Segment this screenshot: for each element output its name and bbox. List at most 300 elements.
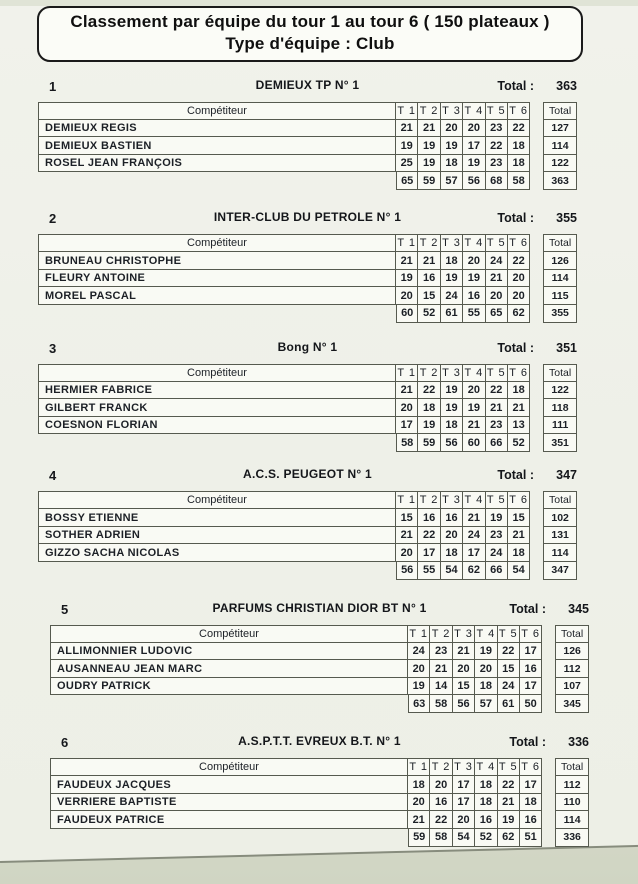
competitor-name-cell: MOREL PASCAL <box>38 287 396 305</box>
column-total-cell: 66 <box>486 562 508 580</box>
competitor-name-cell: FLEURY ANTOINE <box>38 270 396 288</box>
column-total-cell: 59 <box>408 829 430 847</box>
team-total-label: Total : <box>497 211 534 226</box>
competitor-name-cell: OUDRY PATRICK <box>50 678 408 696</box>
score-cell: 23 <box>430 643 452 661</box>
column-gap <box>542 678 555 696</box>
totals-row-spacer <box>50 829 408 847</box>
row-total-cell: 115 <box>543 287 577 305</box>
column-total-cell: 59 <box>418 172 440 190</box>
score-cell: 15 <box>498 660 520 678</box>
score-cell: 16 <box>520 811 542 829</box>
round-header-cell: T 2 <box>418 491 440 509</box>
team-total-label: Total : <box>497 78 534 93</box>
totals-row-spacer <box>38 305 396 323</box>
score-table <box>50 625 589 714</box>
column-total-cell: 55 <box>463 305 485 323</box>
score-cell: 20 <box>453 811 475 829</box>
column-gap <box>542 660 555 678</box>
score-cell: 18 <box>508 382 530 400</box>
score-cell: 16 <box>418 509 440 527</box>
column-gap <box>530 399 543 417</box>
column-total-cell: 65 <box>396 172 418 190</box>
score-table <box>50 758 589 847</box>
score-cell: 24 <box>498 678 520 696</box>
column-gap <box>542 758 555 776</box>
score-cell: 18 <box>441 544 463 562</box>
score-cell: 18 <box>475 794 497 812</box>
round-header-cell: T 6 <box>508 491 530 509</box>
column-total-cell: 65 <box>486 305 508 323</box>
column-total-cell: 58 <box>430 695 452 713</box>
score-cell: 24 <box>408 643 430 661</box>
team-sections <box>0 78 638 847</box>
team-rank: 5 <box>61 601 69 617</box>
score-cell: 16 <box>430 794 452 812</box>
column-total-cell: 58 <box>430 829 452 847</box>
score-cell: 18 <box>441 417 463 435</box>
score-cell: 20 <box>463 252 485 270</box>
round-header-cell: T 4 <box>475 758 497 776</box>
round-header-cell: T 3 <box>453 758 475 776</box>
round-header-cell: T 5 <box>486 491 508 509</box>
competitor-header-cell: Compétiteur <box>38 491 396 509</box>
team-total-value: 347 <box>556 468 577 483</box>
team-total <box>497 79 577 93</box>
score-cell: 16 <box>418 270 440 288</box>
competitor-header-cell: Compétiteur <box>50 625 408 643</box>
competitor-header-cell: Compétiteur <box>38 102 396 120</box>
score-cell: 20 <box>441 120 463 138</box>
score-cell: 25 <box>396 155 418 173</box>
column-total-cell: 57 <box>475 695 497 713</box>
column-gap <box>530 102 543 120</box>
row-total-cell: 112 <box>555 776 589 794</box>
column-gap <box>530 417 543 435</box>
column-gap <box>530 527 543 545</box>
column-gap <box>530 434 543 452</box>
column-total-cell: 66 <box>486 434 508 452</box>
score-cell: 21 <box>408 811 430 829</box>
score-cell: 20 <box>396 287 418 305</box>
score-cell: 19 <box>463 155 485 173</box>
score-cell: 19 <box>441 137 463 155</box>
total-header-cell: Total <box>555 758 589 776</box>
round-header-cell: T 2 <box>430 625 452 643</box>
round-header-cell: T 5 <box>498 625 520 643</box>
team-name: A.C.S. PEUGEOT N° 1 <box>243 467 372 482</box>
column-total-cell: 62 <box>498 829 520 847</box>
competitor-header-cell: Compétiteur <box>50 758 408 776</box>
round-header-cell: T 2 <box>418 102 440 120</box>
team-total <box>497 211 577 225</box>
column-total-cell: 52 <box>418 305 440 323</box>
grand-total-cell: 345 <box>555 695 589 713</box>
column-total-cell: 50 <box>520 695 542 713</box>
column-total-cell: 56 <box>396 562 418 580</box>
score-cell: 22 <box>508 252 530 270</box>
competitor-name-cell: ROSEL JEAN FRANÇOIS <box>38 155 396 173</box>
round-header-cell: T 5 <box>486 102 508 120</box>
score-cell: 18 <box>418 399 440 417</box>
team-total <box>509 602 589 616</box>
score-cell: 21 <box>463 509 485 527</box>
round-header-cell: T 1 <box>396 491 418 509</box>
score-cell: 16 <box>475 811 497 829</box>
row-total-cell: 118 <box>543 399 577 417</box>
score-cell: 17 <box>463 137 485 155</box>
score-cell: 20 <box>508 270 530 288</box>
column-gap <box>530 491 543 509</box>
column-gap <box>542 829 555 847</box>
competitor-name-cell: GIZZO SACHA NICOLAS <box>38 544 396 562</box>
team-heading <box>38 467 577 484</box>
score-cell: 22 <box>486 137 508 155</box>
team-total-label: Total : <box>509 601 546 616</box>
score-cell: 22 <box>418 382 440 400</box>
grand-total-cell: 355 <box>543 305 577 323</box>
total-header-cell: Total <box>543 102 577 120</box>
round-header-cell: T 2 <box>430 758 452 776</box>
column-total-cell: 57 <box>441 172 463 190</box>
score-cell: 19 <box>408 678 430 696</box>
score-cell: 21 <box>498 794 520 812</box>
row-total-cell: 111 <box>543 417 577 435</box>
document-title-line1: Classement par équipe du tour 1 au tour 6 ( 150 plateaux ) <box>70 12 550 31</box>
totals-row-spacer <box>38 434 396 452</box>
score-cell: 22 <box>498 643 520 661</box>
score-cell: 17 <box>418 544 440 562</box>
document-title-line2: Type d'équipe : Club <box>225 34 395 54</box>
column-gap <box>530 252 543 270</box>
team-total-value: 336 <box>568 735 589 750</box>
score-cell: 19 <box>486 509 508 527</box>
score-cell: 20 <box>430 776 452 794</box>
total-header-cell: Total <box>543 491 577 509</box>
column-gap <box>530 509 543 527</box>
competitor-name-cell: DEMIEUX REGIS <box>38 120 396 138</box>
score-cell: 19 <box>441 382 463 400</box>
score-table <box>38 491 577 580</box>
score-cell: 16 <box>463 287 485 305</box>
team-section <box>50 734 589 847</box>
round-header-cell: T 4 <box>463 234 485 252</box>
column-total-cell: 56 <box>453 695 475 713</box>
title-box <box>37 6 583 62</box>
column-total-cell: 61 <box>441 305 463 323</box>
score-cell: 20 <box>508 287 530 305</box>
round-header-cell: T 3 <box>453 625 475 643</box>
score-cell: 18 <box>508 155 530 173</box>
column-gap <box>542 695 555 713</box>
competitor-name-cell: FAUDEUX PATRICE <box>50 811 408 829</box>
round-header-cell: T 2 <box>418 234 440 252</box>
team-total-label: Total : <box>497 468 534 483</box>
round-header-cell: T 5 <box>486 364 508 382</box>
column-total-cell: 52 <box>475 829 497 847</box>
column-total-cell: 54 <box>453 829 475 847</box>
score-cell: 21 <box>396 120 418 138</box>
score-cell: 18 <box>441 252 463 270</box>
team-section <box>38 210 577 323</box>
totals-row-spacer <box>38 562 396 580</box>
score-cell: 21 <box>486 399 508 417</box>
score-cell: 21 <box>486 270 508 288</box>
column-gap <box>530 137 543 155</box>
grand-total-cell: 363 <box>543 172 577 190</box>
score-cell: 17 <box>520 776 542 794</box>
column-gap <box>530 382 543 400</box>
score-cell: 18 <box>408 776 430 794</box>
score-cell: 20 <box>408 794 430 812</box>
column-total-cell: 58 <box>508 172 530 190</box>
score-cell: 23 <box>486 417 508 435</box>
score-cell: 20 <box>463 382 485 400</box>
score-cell: 19 <box>441 399 463 417</box>
score-cell: 23 <box>486 527 508 545</box>
team-section <box>38 467 577 580</box>
competitor-name-cell: VERRIERE BAPTISTE <box>50 794 408 812</box>
score-cell: 20 <box>396 399 418 417</box>
total-header-cell: Total <box>543 364 577 382</box>
column-gap <box>530 234 543 252</box>
column-total-cell: 56 <box>463 172 485 190</box>
score-cell: 19 <box>475 643 497 661</box>
round-header-cell: T 4 <box>463 102 485 120</box>
competitor-name-cell: BRUNEAU CHRISTOPHE <box>38 252 396 270</box>
competitor-name-cell: GILBERT FRANCK <box>38 399 396 417</box>
score-cell: 21 <box>453 643 475 661</box>
column-total-cell: 68 <box>486 172 508 190</box>
score-cell: 19 <box>396 137 418 155</box>
competitor-name-cell: BOSSY ETIENNE <box>38 509 396 527</box>
score-cell: 19 <box>418 155 440 173</box>
round-header-cell: T 6 <box>508 102 530 120</box>
score-cell: 21 <box>396 382 418 400</box>
column-total-cell: 56 <box>441 434 463 452</box>
column-total-cell: 54 <box>441 562 463 580</box>
score-cell: 18 <box>508 137 530 155</box>
round-header-cell: T 1 <box>408 758 430 776</box>
score-table <box>38 364 577 453</box>
score-cell: 24 <box>441 287 463 305</box>
round-header-cell: T 4 <box>463 364 485 382</box>
team-name: A.S.P.T.T. EVREUX B.T. N° 1 <box>238 734 401 749</box>
competitor-name-cell: HERMIER FABRICE <box>38 382 396 400</box>
column-total-cell: 63 <box>408 695 430 713</box>
column-gap <box>530 544 543 562</box>
row-total-cell: 114 <box>543 544 577 562</box>
score-cell: 20 <box>475 660 497 678</box>
competitor-name-cell: DEMIEUX BASTIEN <box>38 137 396 155</box>
score-cell: 14 <box>430 678 452 696</box>
score-cell: 20 <box>396 544 418 562</box>
score-cell: 18 <box>508 544 530 562</box>
competitor-name-cell: SOTHER ADRIEN <box>38 527 396 545</box>
column-total-cell: 51 <box>520 829 542 847</box>
score-cell: 22 <box>430 811 452 829</box>
score-cell: 15 <box>508 509 530 527</box>
round-header-cell: T 3 <box>441 102 463 120</box>
round-header-cell: T 6 <box>520 758 542 776</box>
score-cell: 17 <box>396 417 418 435</box>
team-section <box>38 340 577 453</box>
score-table <box>38 234 577 323</box>
round-header-cell: T 3 <box>441 234 463 252</box>
round-header-cell: T 4 <box>475 625 497 643</box>
column-total-cell: 52 <box>508 434 530 452</box>
column-gap <box>530 120 543 138</box>
team-rank: 1 <box>49 78 57 94</box>
score-cell: 17 <box>520 678 542 696</box>
team-heading <box>50 734 589 751</box>
total-header-cell: Total <box>555 625 589 643</box>
column-total-cell: 59 <box>418 434 440 452</box>
score-cell: 23 <box>486 120 508 138</box>
team-name: INTER-CLUB DU PETROLE N° 1 <box>213 210 402 225</box>
score-cell: 21 <box>508 527 530 545</box>
row-total-cell: 131 <box>543 527 577 545</box>
score-cell: 17 <box>453 776 475 794</box>
round-header-cell: T 4 <box>463 491 485 509</box>
team-rank: 4 <box>49 468 57 484</box>
grand-total-cell: 336 <box>555 829 589 847</box>
team-total-value: 351 <box>556 340 577 355</box>
score-cell: 21 <box>396 527 418 545</box>
competitor-name-cell: AUSANNEAU JEAN MARC <box>50 660 408 678</box>
score-cell: 23 <box>486 155 508 173</box>
round-header-cell: T 1 <box>396 102 418 120</box>
score-cell: 15 <box>453 678 475 696</box>
score-cell: 16 <box>520 660 542 678</box>
column-gap <box>530 270 543 288</box>
totals-row-spacer <box>38 172 396 190</box>
team-heading <box>50 601 589 618</box>
team-name: DEMIEUX TP N° 1 <box>255 77 360 92</box>
column-total-cell: 54 <box>508 562 530 580</box>
row-total-cell: 114 <box>543 137 577 155</box>
column-total-cell: 58 <box>396 434 418 452</box>
score-cell: 24 <box>463 527 485 545</box>
document-content <box>0 6 638 847</box>
score-cell: 17 <box>520 643 542 661</box>
team-section <box>50 601 589 714</box>
column-gap <box>542 811 555 829</box>
team-rank: 2 <box>49 211 57 227</box>
score-cell: 21 <box>396 252 418 270</box>
score-cell: 15 <box>418 287 440 305</box>
column-gap <box>530 172 543 190</box>
row-total-cell: 107 <box>555 678 589 696</box>
competitor-name-cell: COESNON FLORIAN <box>38 417 396 435</box>
team-total-label: Total : <box>497 340 534 355</box>
column-gap <box>530 155 543 173</box>
totals-row-spacer <box>50 695 408 713</box>
row-total-cell: 110 <box>555 794 589 812</box>
team-total-value: 363 <box>556 78 577 93</box>
row-total-cell: 126 <box>543 252 577 270</box>
score-cell: 19 <box>418 137 440 155</box>
column-gap <box>530 305 543 323</box>
score-cell: 17 <box>463 544 485 562</box>
column-total-cell: 60 <box>463 434 485 452</box>
team-total <box>497 341 577 355</box>
round-header-cell: T 1 <box>408 625 430 643</box>
score-cell: 15 <box>396 509 418 527</box>
team-rank: 6 <box>61 735 69 751</box>
score-cell: 20 <box>453 660 475 678</box>
score-cell: 16 <box>441 509 463 527</box>
column-total-cell: 55 <box>418 562 440 580</box>
score-cell: 20 <box>486 287 508 305</box>
scanned-document-page <box>0 6 638 884</box>
score-cell: 17 <box>453 794 475 812</box>
total-header-cell: Total <box>543 234 577 252</box>
round-header-cell: T 5 <box>486 234 508 252</box>
row-total-cell: 112 <box>555 660 589 678</box>
column-gap <box>542 776 555 794</box>
round-header-cell: T 1 <box>396 234 418 252</box>
row-total-cell: 114 <box>543 270 577 288</box>
team-heading <box>38 340 577 357</box>
row-total-cell: 126 <box>555 643 589 661</box>
grand-total-cell: 351 <box>543 434 577 452</box>
round-header-cell: T 1 <box>396 364 418 382</box>
score-cell: 19 <box>441 270 463 288</box>
team-total <box>509 735 589 749</box>
score-cell: 21 <box>430 660 452 678</box>
competitor-header-cell: Compétiteur <box>38 234 396 252</box>
score-cell: 18 <box>441 155 463 173</box>
row-total-cell: 127 <box>543 120 577 138</box>
column-gap <box>542 625 555 643</box>
team-name: Bong N° 1 <box>277 339 338 354</box>
team-name: PARFUMS CHRISTIAN DIOR BT N° 1 <box>212 600 427 615</box>
team-heading <box>38 210 577 227</box>
round-header-cell: T 3 <box>441 491 463 509</box>
round-header-cell: T 3 <box>441 364 463 382</box>
row-total-cell: 122 <box>543 155 577 173</box>
score-cell: 20 <box>463 120 485 138</box>
column-total-cell: 61 <box>498 695 520 713</box>
round-header-cell: T 5 <box>498 758 520 776</box>
score-cell: 20 <box>441 527 463 545</box>
round-header-cell: T 2 <box>418 364 440 382</box>
column-gap <box>530 364 543 382</box>
score-cell: 19 <box>418 417 440 435</box>
row-total-cell: 102 <box>543 509 577 527</box>
score-cell: 24 <box>486 544 508 562</box>
team-total-label: Total : <box>509 735 546 750</box>
team-total <box>497 468 577 482</box>
score-cell: 18 <box>475 776 497 794</box>
score-cell: 18 <box>520 794 542 812</box>
score-cell: 21 <box>418 120 440 138</box>
score-cell: 19 <box>463 399 485 417</box>
score-cell: 20 <box>408 660 430 678</box>
score-cell: 22 <box>418 527 440 545</box>
score-cell: 21 <box>418 252 440 270</box>
round-header-cell: T 6 <box>508 364 530 382</box>
row-total-cell: 114 <box>555 811 589 829</box>
score-table <box>38 102 577 191</box>
score-cell: 21 <box>463 417 485 435</box>
score-cell: 19 <box>396 270 418 288</box>
score-cell: 21 <box>508 399 530 417</box>
competitor-header-cell: Compétiteur <box>38 364 396 382</box>
competitor-name-cell: FAUDEUX JACQUES <box>50 776 408 794</box>
score-cell: 19 <box>498 811 520 829</box>
